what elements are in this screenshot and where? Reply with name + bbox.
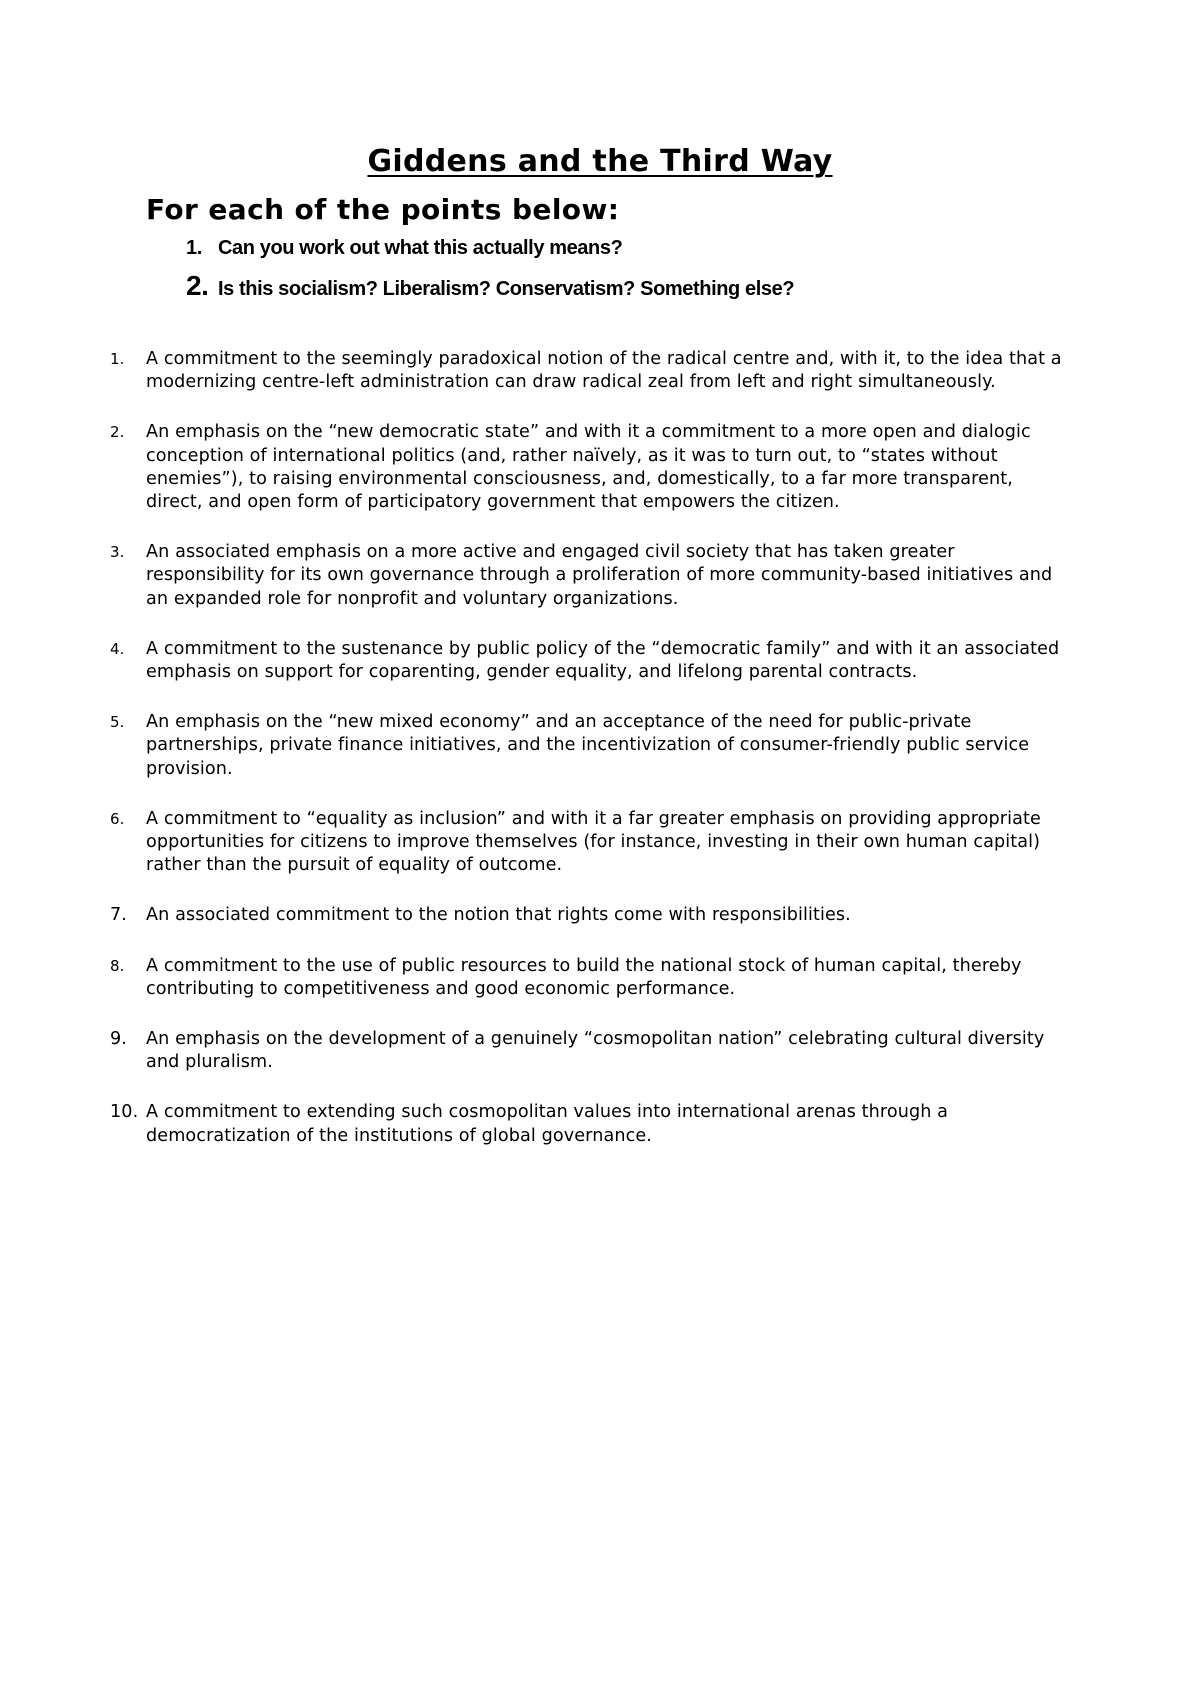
question-number: 1. bbox=[186, 237, 202, 259]
point-text: An emphasis on the development of a genuinely “cosmopolitan nation” celebrating cultural diversity and pluralism. bbox=[146, 1029, 1045, 1073]
point-text: A commitment to “equality as inclusion” and with it a far greater emphasis on providing appropriate opportunities for citizens to improve themselves (for instance, investing in their own human capital) rather than the pursuit of equality of outcome. bbox=[146, 808, 1041, 876]
point-number: 5. bbox=[110, 713, 125, 732]
instructions-heading: For each of the points below: bbox=[146, 193, 620, 226]
question-text: Can you work out what this actually means? bbox=[218, 237, 623, 259]
point-number: 4. bbox=[110, 639, 125, 658]
question-item bbox=[186, 266, 794, 306]
point-item bbox=[110, 1028, 1070, 1074]
point-number: 6. bbox=[110, 809, 125, 828]
document-title: Giddens and the Third Way bbox=[367, 144, 833, 179]
point-number: 8. bbox=[110, 956, 125, 975]
point-text: A commitment to the seemingly paradoxical notion of the radical centre and, with it, to the idea that a modernizing centre-left administration can draw radical zeal from left and right simultaneously. bbox=[146, 349, 1062, 393]
point-item bbox=[110, 638, 1070, 684]
point-text: An emphasis on the “new democratic state” and with it a commitment to a more open and dialogic conception of international politics (and, rather naïvely, as it was to turn out, to “states without enemies”), to raising environmental consciousness, and, domestically, to a far more transparent, direct, and open form of participatory government that empowers the citizen. bbox=[146, 422, 1031, 513]
point-text: A commitment to the sustenance by public policy of the “democratic family” and with it an associated emphasis on support for coparenting, gender equality, and lifelong parental contracts. bbox=[146, 638, 1060, 683]
point-number: 10. bbox=[110, 1102, 139, 1123]
point-item bbox=[110, 541, 1070, 611]
point-item bbox=[110, 421, 1070, 514]
point-text: An associated emphasis on a more active and engaged civil society that has taken greater responsibility for its own governance through a proliferation of more community-based initiatives and an expanded role for nonprofit and voluntary organizations. bbox=[146, 542, 1053, 609]
point-number: 3. bbox=[110, 543, 125, 562]
point-item bbox=[110, 348, 1070, 394]
point-number: 2. bbox=[110, 423, 125, 442]
point-text: A commitment to extending such cosmopolitan values into international arenas through a democratization of the institutions of global governance. bbox=[146, 1102, 949, 1146]
point-number: 1. bbox=[110, 350, 125, 368]
point-text: A commitment to the use of public resources to build the national stock of human capital, thereby contributing to competitiveness and good economic performance. bbox=[146, 955, 1022, 999]
question-text: Is this socialism? Liberalism? Conservatism? Something else? bbox=[218, 278, 795, 300]
point-item bbox=[110, 955, 1070, 1001]
point-number: 7. bbox=[110, 905, 127, 926]
points-list bbox=[110, 348, 1070, 1175]
point-item bbox=[110, 904, 1070, 927]
point-number: 9. bbox=[110, 1029, 127, 1050]
question-number: 2. bbox=[186, 270, 209, 301]
questions-list bbox=[186, 230, 794, 306]
point-text: An associated commitment to the notion that rights come with responsibilities. bbox=[146, 905, 851, 926]
point-item bbox=[110, 808, 1070, 878]
point-item bbox=[110, 711, 1070, 781]
point-text: An emphasis on the “new mixed economy” and an acceptance of the need for public-private partnerships, private finance initiatives, and the incentivization of consumer-friendly public service provision. bbox=[146, 712, 1030, 779]
question-item bbox=[186, 230, 794, 266]
point-item bbox=[110, 1101, 1070, 1147]
